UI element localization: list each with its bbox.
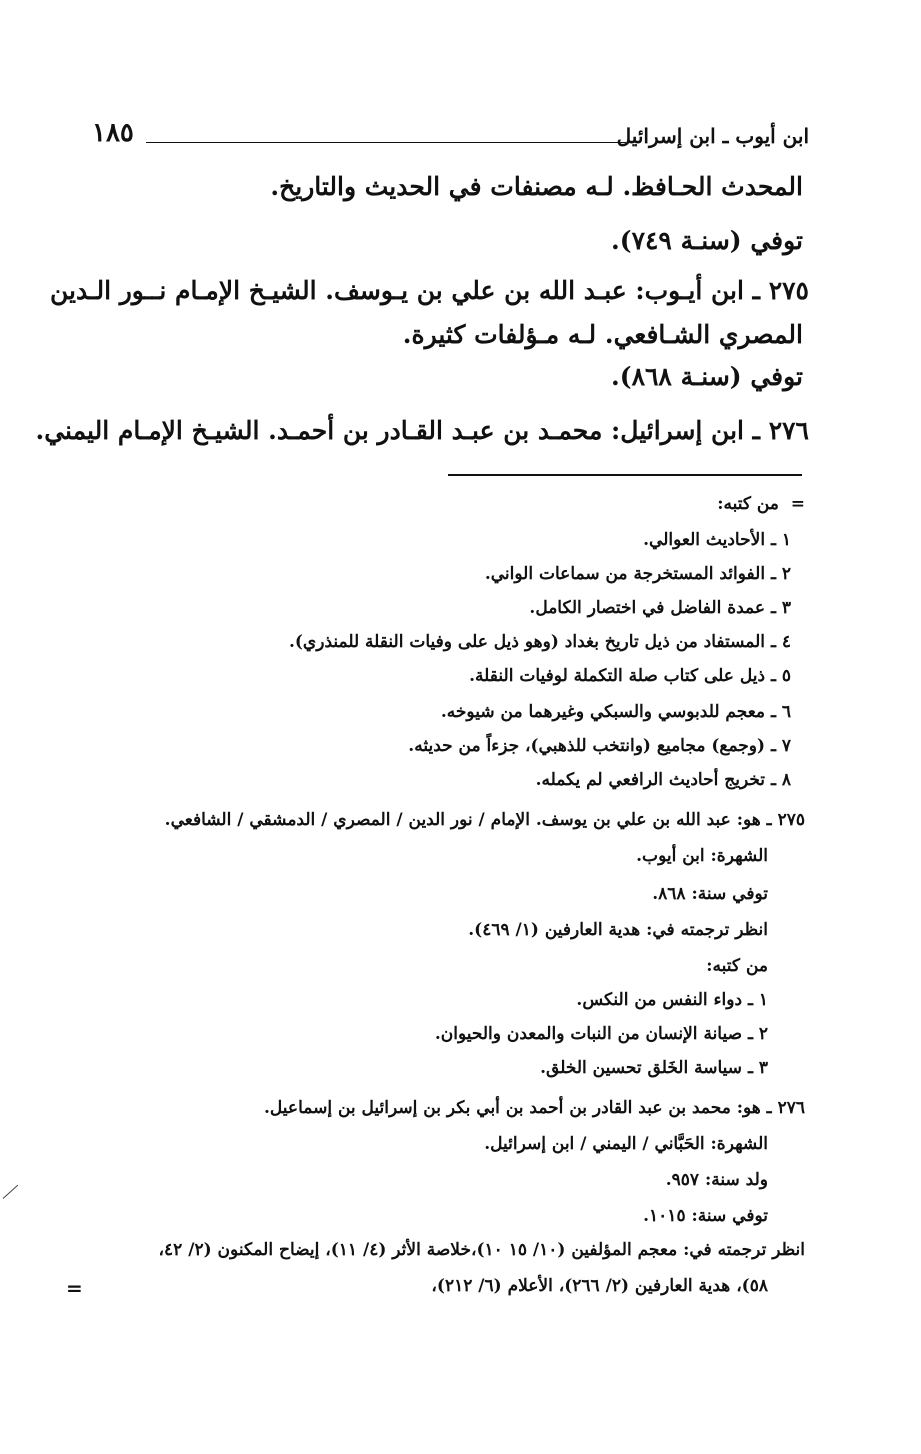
book-item: ١ ـ دواء النفس من النكس.: [576, 990, 768, 1010]
continuation-marker: =: [790, 494, 805, 514]
footnote-continuation: [717, 494, 805, 514]
book-item: ٣ ـ سياسة الخَلق تحسين الخلق.: [540, 1058, 768, 1078]
book-item: ٧ ـ (وجمع) مجاميع (وانتخب للذهبي)، جزءاً من حديثه.: [408, 736, 791, 756]
continued-marker: =: [66, 1276, 83, 1300]
book-item: ٦ ـ معجم للدبوسي والسبكي وغيرهما من شيوخه.: [440, 702, 791, 722]
fame-line: الشهرة: الحَبَّاني / اليمني / ابن إسرائيل.: [484, 1134, 768, 1154]
margin-stroke: [3, 1185, 19, 1199]
page-number: ١٨٥: [92, 118, 134, 148]
entry-276-heading: ٢٧٦ ـ ابن إسرائيل: محمـد بن عبـد القـادر بن أحمـد. الشيـخ الإمـام اليمني.: [35, 416, 809, 445]
running-title: ابن أيوب ـ ابن إسرائيل: [616, 124, 809, 148]
fame-line: الشهرة: ابن أيوب.: [636, 846, 768, 866]
main-text-line: المصري الشـافعي. لـه مـؤلفات كثيرة.: [402, 320, 803, 349]
book-item: ١ ـ الأحاديث العوالي.: [643, 530, 791, 550]
book-item: ٣ ـ عمدة الفاضل في اختصار الكامل.: [529, 598, 791, 618]
book-item: ٥ ـ ذيل على كتاب صلة التكملة لوفيات النقلة.: [469, 666, 791, 686]
books-heading: من كتبه:: [706, 956, 768, 976]
reference-line: انظر ترجمته في: معجم المؤلفين (١٠/ ١٥ ١٠)،خلاصة الأثر (٤/ ١١)، إيضاح المكنون (٢/ ٤٢،: [158, 1240, 805, 1260]
book-item: ٨ ـ تخريج أحاديث الرافعي لم يكمله.: [535, 770, 791, 790]
book-item: ٢ ـ صيانة الإنسان من النبات والمعدن والحيوان.: [434, 1024, 768, 1044]
footnote-276-heading: ٢٧٦ ـ هو: محمد بن عبد القادر بن أحمد بن أبي بكر بن إسرائيل بن إسماعيل.: [264, 1098, 805, 1118]
reference-line: ٥٨)، هدية العارفين (٢/ ٢٦٦)، الأعلام (٦/ ٢١٢)،: [431, 1276, 768, 1296]
birth-line: ولد سنة: ٩٥٧.: [665, 1170, 768, 1190]
main-text-line: توفي (سنـة ٧٤٩).: [611, 226, 803, 255]
entry-275-heading: ٢٧٥ ـ ابن أيـوب: عبـد الله بن علي بن يـوسف. الشيـخ الإمـام نــور الـدين: [50, 276, 809, 305]
reference-line: انظر ترجمته في: هدية العارفين (١/ ٤٦٩).: [468, 920, 768, 940]
book-item: ٤ ـ المستفاد من ذيل تاريخ بغداد (وهو ذيل على وفيات النقلة للمنذري).: [288, 632, 791, 652]
main-text-line: توفي (سنـة ٨٦٨).: [611, 362, 803, 391]
footnote-rule: [448, 474, 802, 476]
book-item: ٢ ـ الفوائد المستخرجة من سماعات الواني.: [484, 564, 791, 584]
main-text-line: المحدث الحـافظ. لـه مصنفات في الحديث والتاريخ.: [270, 172, 803, 201]
death-line: توفي سنة: ١٠١٥.: [643, 1206, 768, 1226]
death-line: توفي سنة: ٨٦٨.: [652, 884, 768, 904]
header-rule: [146, 142, 626, 143]
books-heading: من كتبه:: [717, 494, 779, 514]
footnote-275-heading: ٢٧٥ ـ هو: عبد الله بن علي بن يوسف. الإمام / نور الدين / المصري / الدمشقي / الشافعي.: [164, 810, 805, 830]
